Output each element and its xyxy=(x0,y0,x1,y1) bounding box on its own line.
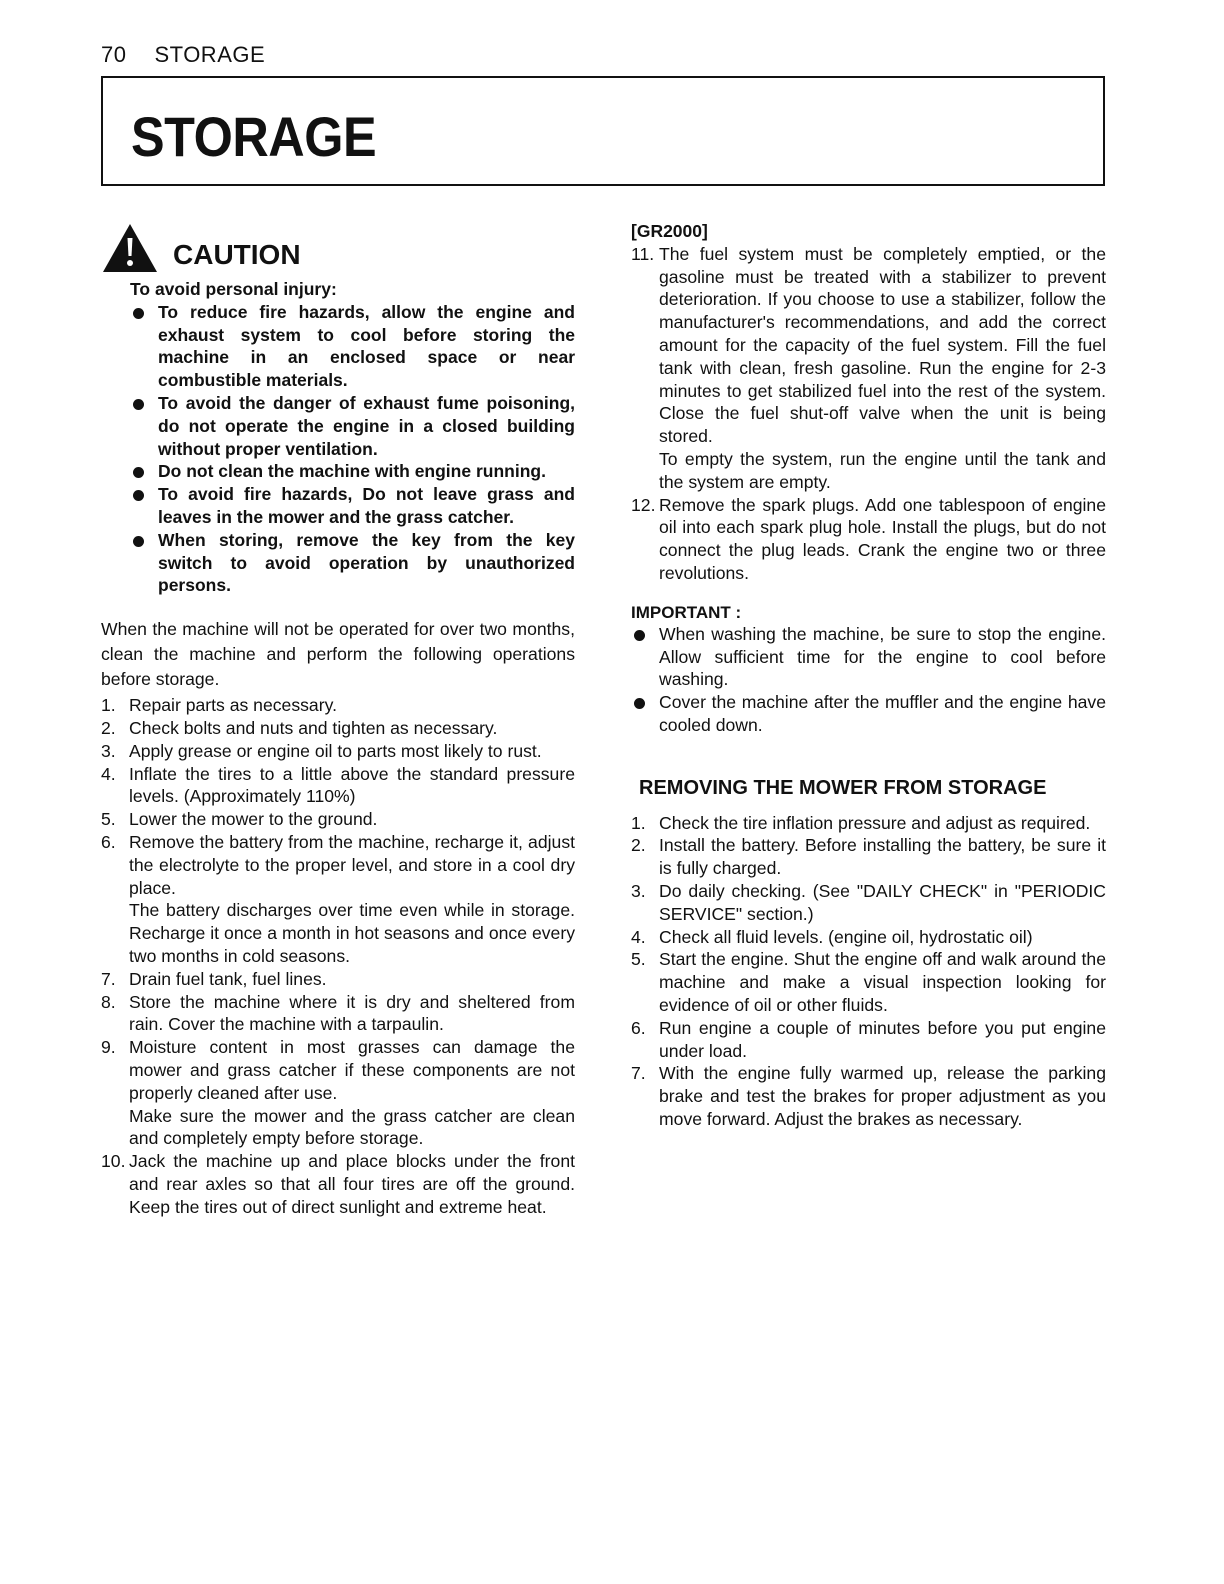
list-item: 6. Remove the battery from the machine, recharge it, adjust the electrolyte to the proper level, and store in a cool dry place. The battery discharges over time even while in storage. Recharge it once a month in hot seasons and once every two months in cold seasons. xyxy=(101,831,575,966)
important-bullet: Cover the machine after the muffler and the engine have cooled down. xyxy=(631,691,1106,737)
caution-heading: CAUTION xyxy=(173,239,301,270)
caution-subheading: To avoid personal injury: xyxy=(130,279,337,299)
list-item: 4. Check all fluid levels. (engine oil, hydrostatic oil) xyxy=(631,926,1033,947)
caution-bullet: When storing, remove the key from the key switch to avoid operation by unauthorized persons. xyxy=(130,529,575,597)
caution-bullet: To avoid the danger of exhaust fume poisoning, do not operate the engine in a closed building without proper ventilation. xyxy=(130,392,575,460)
list-item: 11. The fuel system must be completely emptied, or the gasoline must be treated with a stabilizer to prevent deterioration. If you choose to use a stabilizer, follow the manufacturer's recommendations, and add the correct amount for the capacity of the fuel system. Fill the fuel tank with clean, fresh gasoline. Run the engine for 2-3 minutes to get stabilized fuel into the rest of the system. Close the fuel shut-off valve when the unit is being stored. To empty the system, run the engine until the tank and the system are empty. xyxy=(631,243,1106,492)
caution-bullet: To reduce fire hazards, allow the engine and exhaust system to cool before storing the machine in an enclosed space or near combustible materials. xyxy=(130,301,575,392)
list-item: 7. With the engine fully warmed up, release the parking brake and test the brakes for proper adjustment as you move forward. Adjust the brakes as necessary. xyxy=(631,1063,1106,1129)
caution-bullet: Do not clean the machine with engine running. xyxy=(130,460,575,483)
removing-steps xyxy=(631,812,1106,1131)
list-item: 7. Drain fuel tank, fuel lines. xyxy=(101,968,327,989)
title-box xyxy=(101,76,1105,186)
list-item: 3. Do daily checking. (See "DAILY CHECK" in "PERIODIC SERVICE" section.) xyxy=(631,880,1106,924)
left-column xyxy=(101,222,575,1218)
important-label: IMPORTANT : xyxy=(631,602,742,622)
gr-steps xyxy=(631,243,1106,585)
caution-bullets xyxy=(101,301,575,597)
page-header xyxy=(101,42,265,68)
list-item: 8. Store the machine where it is dry and sheltered from rain. Cover the machine with a tarpaulin. xyxy=(101,991,575,1035)
list-item: 1. Repair parts as necessary. xyxy=(101,695,337,716)
list-item: 9. Moisture content in most grasses can damage the mower and grass catcher if these components are not properly cleaned after use. Make sure the mower and the grass catcher are clean and completely empty before storage. xyxy=(101,1037,575,1149)
list-item: 4. Inflate the tires to a little above the standard pressure levels. (Approximately 110%) xyxy=(101,763,575,807)
important-bullets xyxy=(631,623,1106,737)
page-number: 70 xyxy=(101,42,127,67)
right-column xyxy=(631,220,1106,1131)
list-item: 3. Apply grease or engine oil to parts most likely to rust. xyxy=(101,740,542,761)
removing-section-title: REMOVING THE MOWER FROM STORAGE xyxy=(639,776,1047,799)
storage-steps xyxy=(101,694,575,1218)
list-item: 12. Remove the spark plugs. Add one tablespoon of engine oil into each spark plug hole. Install the plugs, but do not connect the plug leads. Crank the engine two or three revolutions. xyxy=(631,494,1106,583)
warning-triangle-icon xyxy=(101,222,159,274)
list-item: 5. Lower the mower to the ground. xyxy=(101,809,378,830)
list-item: 2. Install the battery. Before installing the battery, be sure it is fully charged. xyxy=(631,835,1106,879)
important-bullet: When washing the machine, be sure to stop the engine. Allow sufficient time for the engine to cool before washing. xyxy=(631,623,1106,691)
list-item: 6. Run engine a couple of minutes before you put engine under load. xyxy=(631,1017,1106,1061)
list-item: 5. Start the engine. Shut the engine off and walk around the machine and make a visual inspection looking for evidence of oil or other fluids. xyxy=(631,949,1106,1015)
intro-paragraph: When the machine will not be operated for over two months, clean the machine and perform the following operations before storage. xyxy=(101,619,575,690)
list-item: 1. Check the tire inflation pressure and adjust as required. xyxy=(631,812,1091,833)
page-title: STORAGE xyxy=(131,105,377,168)
caution-bullet: To avoid fire hazards, Do not leave grass and leaves in the mower and the grass catcher. xyxy=(130,483,575,529)
header-section: STORAGE xyxy=(154,42,266,67)
list-item: 2. Check bolts and nuts and tighten as necessary. xyxy=(101,717,498,738)
list-item: 10. Jack the machine up and place blocks under the front and rear axles so that all four tires are off the ground. Keep the tires out of direct sunlight and extreme heat. xyxy=(101,1151,575,1217)
gr-model-label: [GR2000] xyxy=(631,221,708,241)
caution-header xyxy=(101,222,575,278)
